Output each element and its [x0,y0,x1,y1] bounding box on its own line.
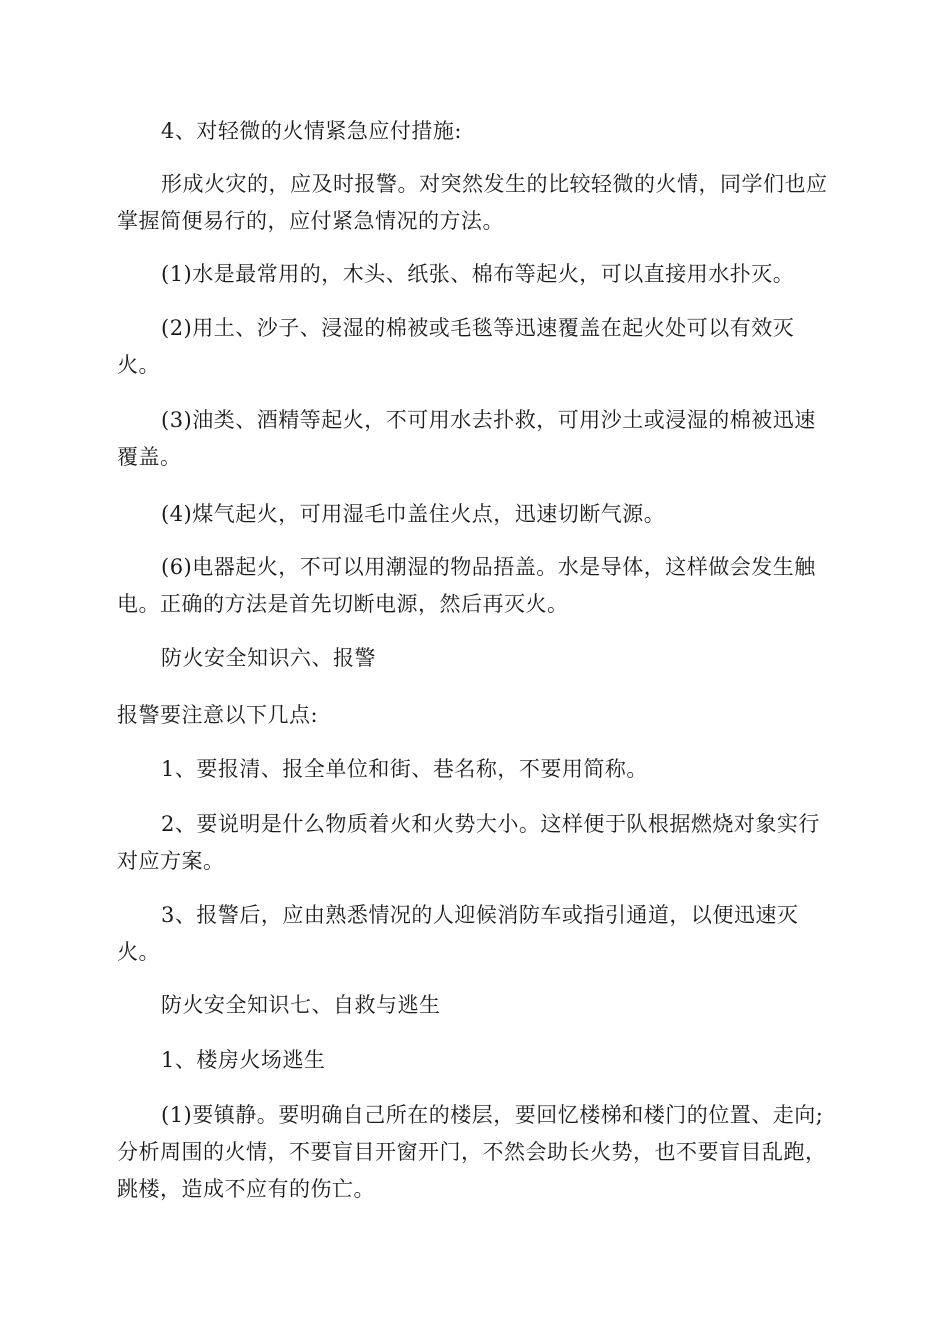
paragraph-alarm-points: 报警要注意以下几点: [117,703,319,727]
paragraph-alarm-item-1: 1、要报清、报全单位和街、巷名称，不要用简称。 [161,757,648,781]
paragraph-item-sand: (2)用土、沙子、浸湿的棉被或毛毯等迅速覆盖在起火处可以有效灭火。 [117,316,795,377]
paragraph-intro-report: 形成火灾的，应及时报警。对突然发生的比较轻微的火情，同学们也应掌握简便易行的，应付紧急情况的方法。 [117,172,828,233]
paragraph-item-water: (1)水是最常用的，木头、纸张、棉布等起火，可以直接用水扑灭。 [161,262,795,286]
paragraph-building-escape: 1、楼房火场逃生 [161,1048,326,1072]
paragraph-item-electric: (6)电器起火，不可以用潮湿的物品捂盖。水是导体，这样做会发生触电。正确的方法是首先切断电源，然后再灭火。 [117,555,816,616]
section-heading-alarm: 防火安全知识六、报警 [161,646,376,670]
paragraph-item-oil: (3)油类、酒精等起火，不可用水去扑救，可用沙土或浸湿的棉被迅速覆盖。 [117,408,816,469]
paragraph-heading-emergency-measures: 4、对轻微的火情紧急应付措施: [161,119,462,143]
paragraph-alarm-item-2: 2、要说明是什么物质着火和火势大小。这样便于队根据燃烧对象实行对应方案。 [117,812,820,873]
paragraph-item-gas: (4)煤气起火，可用湿毛巾盖住火点，迅速切断气源。 [161,502,666,526]
paragraph-stay-calm: (1)要镇静。要明确自己所在的楼层，要回忆楼梯和楼门的位置、走向;分析周围的火情，不要盲目开窗开门，不然会助长火势，也不要盲目乱跑，跳楼，造成不应有的伤亡。 [117,1103,827,1201]
paragraph-alarm-item-3: 3、报警后，应由熟悉情况的人迎候消防车或指引通道，以便迅速灭火。 [117,903,799,964]
section-heading-escape: 防火安全知识七、自救与逃生 [161,993,441,1017]
